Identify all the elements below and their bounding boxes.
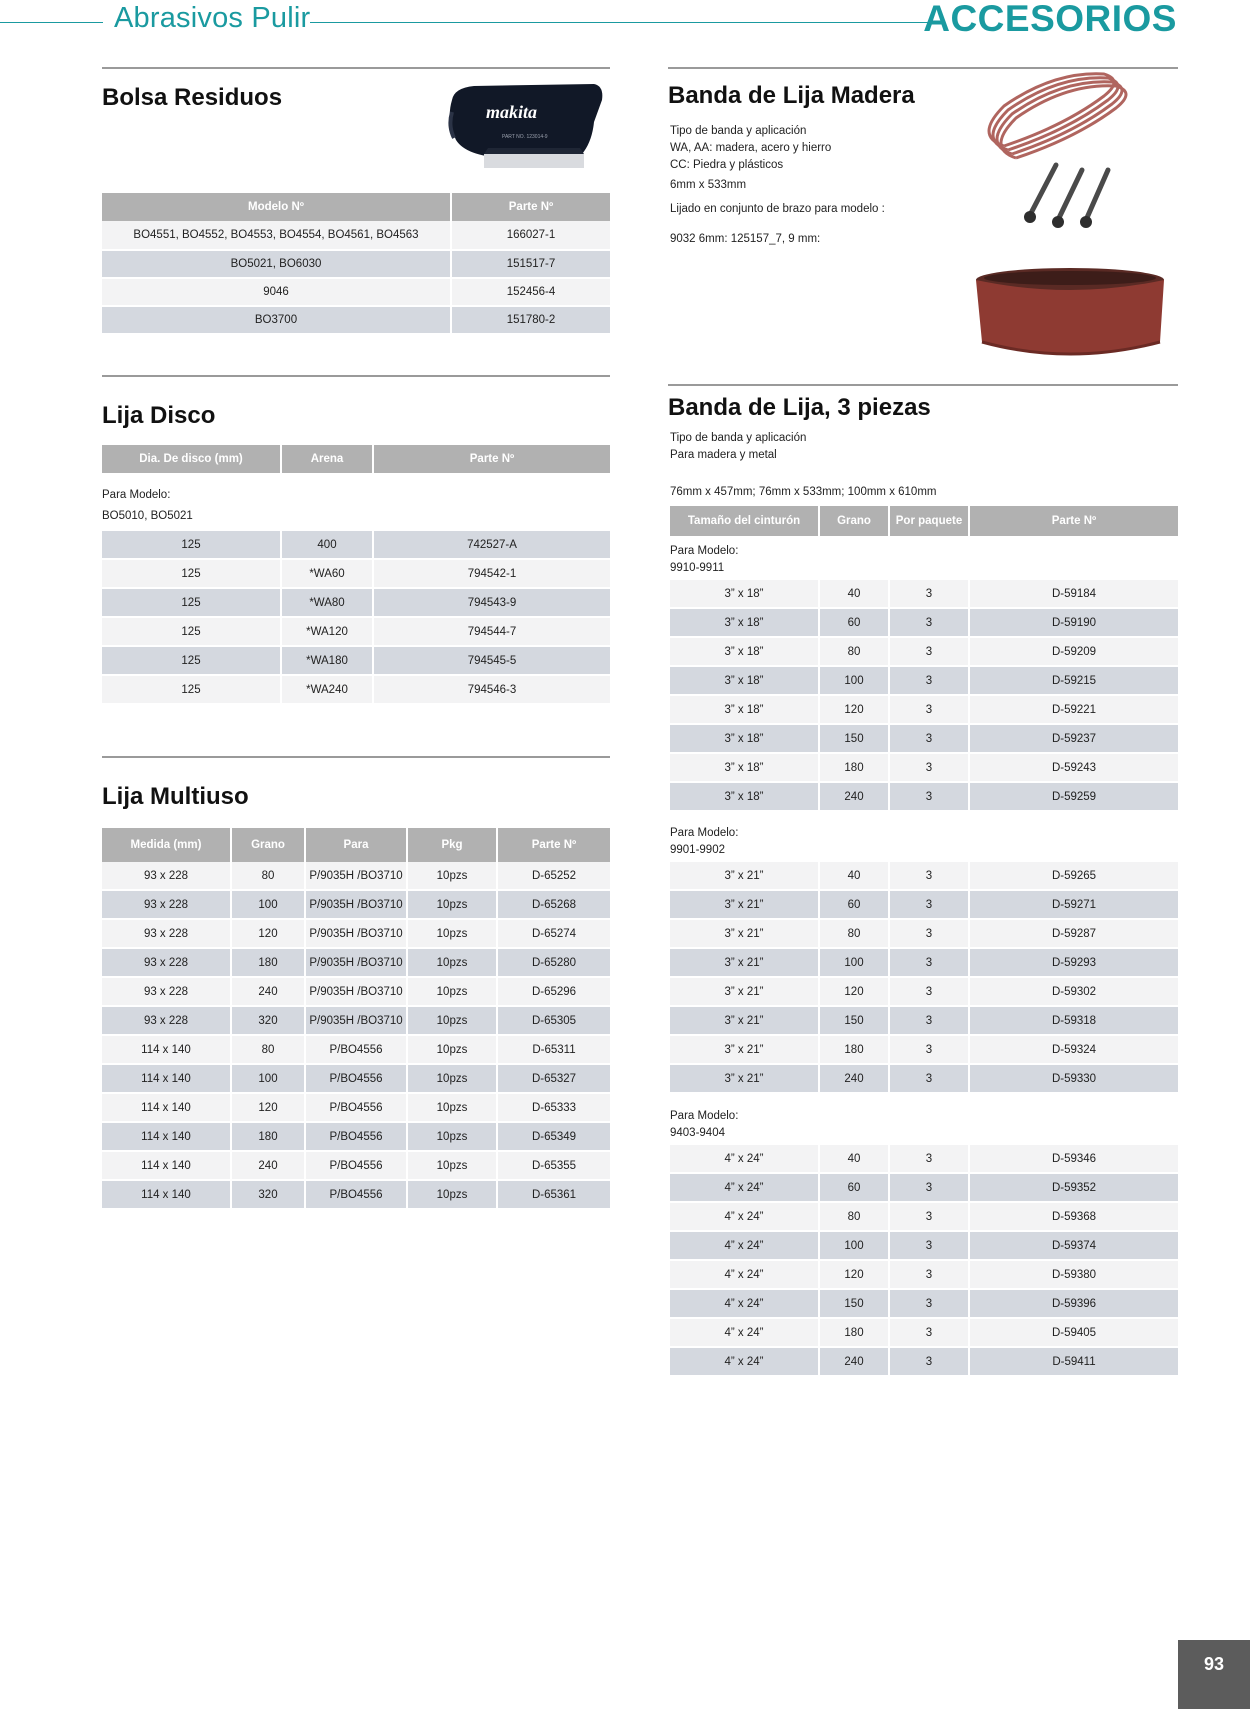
table-row	[670, 1145, 1178, 1174]
table-cell: 4” x 24”	[670, 1348, 820, 1377]
table-cell: 3	[890, 1348, 970, 1377]
table-cell: 114 x 140	[102, 1065, 232, 1094]
table-cell: 100	[820, 667, 890, 696]
table-row	[102, 1123, 610, 1152]
multiuso-table	[102, 828, 610, 1210]
table-row	[670, 1065, 1178, 1094]
table-cell: 40	[820, 862, 890, 891]
table-row	[102, 1181, 610, 1210]
narrow-belts-image	[958, 70, 1168, 250]
table-cell: D-59346	[970, 1145, 1178, 1174]
table-row	[670, 754, 1178, 783]
table-row: 125 400 742527-A	[102, 531, 610, 560]
table-row	[102, 1065, 610, 1094]
table-cell: 3	[890, 949, 970, 978]
table-row	[670, 1036, 1178, 1065]
table-cell: 120	[820, 1261, 890, 1290]
banda3-sizes: 76mm x 457mm; 76mm x 533mm; 100mm x 610mm	[670, 486, 937, 498]
table-cell: 4” x 24”	[670, 1232, 820, 1261]
table-cell: 3	[890, 1319, 970, 1348]
table-cell: P/9035H /BO3710	[306, 978, 408, 1007]
table-cell: P/BO4556	[306, 1065, 408, 1094]
table-cell: 100	[820, 1232, 890, 1261]
table-cell: D-59184	[970, 580, 1178, 609]
table-cell: 3	[890, 1232, 970, 1261]
table-cell: 93 x 228	[102, 978, 232, 1007]
table-cell: 240	[820, 1348, 890, 1377]
table-cell: 3	[890, 1290, 970, 1319]
dust-bag-image	[444, 82, 606, 174]
madera-size: 6mm x 533mm	[670, 179, 747, 191]
table-row: 9046 152456-4	[102, 279, 610, 307]
banda3-group1-models: 9910-9911	[670, 562, 725, 574]
multiuso-header-pkg: Pkg	[408, 828, 498, 862]
table-cell: 3” x 21”	[670, 1065, 820, 1094]
disco-models: BO5010, BO5021	[102, 510, 193, 522]
table-cell: 3” x 21”	[670, 862, 820, 891]
disco-title: Lija Disco	[102, 402, 216, 429]
table-cell: 3	[890, 920, 970, 949]
table-row: 125 *WA80 794543-9	[102, 589, 610, 618]
table-cell: 3	[890, 696, 970, 725]
banda3-group3-table	[670, 1145, 1178, 1377]
table-row	[670, 949, 1178, 978]
table-cell: 120	[820, 978, 890, 1007]
table-row	[670, 862, 1178, 891]
table-cell: 3” x 21”	[670, 891, 820, 920]
table-row	[670, 1007, 1178, 1036]
table-row: 125 *WA120 794544-7	[102, 618, 610, 647]
table-cell: 4” x 24”	[670, 1261, 820, 1290]
banda3-header-paquete: Por paquete	[890, 506, 970, 536]
table-row: 125 *WA180 794545-5	[102, 647, 610, 676]
dust-bag-brand: makita	[486, 102, 538, 122]
madera-rule	[668, 67, 1178, 69]
header-rule-center	[310, 22, 937, 23]
table-cell: D-65280	[498, 949, 610, 978]
dust-bag-label: PART NO. 123014-9	[502, 134, 548, 140]
table-cell: 100	[820, 949, 890, 978]
table-cell: 120	[820, 696, 890, 725]
table-cell: P/9035H /BO3710	[306, 1007, 408, 1036]
table-cell: 240	[820, 1065, 890, 1094]
table-row	[670, 920, 1178, 949]
table-cell: D-59318	[970, 1007, 1178, 1036]
banda3-group3-label: Para Modelo:	[670, 1110, 739, 1122]
table-cell: D-59221	[970, 696, 1178, 725]
table-cell: D-59271	[970, 891, 1178, 920]
table-row	[670, 667, 1178, 696]
section-title: Abrasivos Pulir	[114, 2, 311, 34]
table-cell: 3” x 18”	[670, 783, 820, 812]
table-cell: 80	[820, 920, 890, 949]
bolsa-title: Bolsa Residuos	[102, 84, 283, 111]
bolsa-header-parte: Parte Nº	[452, 193, 610, 221]
table-cell: 150	[820, 1007, 890, 1036]
table-cell: D-59190	[970, 609, 1178, 638]
table-cell: 3	[890, 667, 970, 696]
madera-note-1: Tipo de banda y aplicación	[670, 125, 807, 137]
table-cell: 3” x 18”	[670, 638, 820, 667]
table-row	[102, 978, 610, 1007]
disco-model-label: Para Modelo:	[102, 489, 171, 501]
table-cell: 80	[232, 862, 306, 891]
table-cell: 4” x 24”	[670, 1290, 820, 1319]
table-cell: D-59380	[970, 1261, 1178, 1290]
table-cell: P/9035H /BO3710	[306, 891, 408, 920]
table-row	[670, 1290, 1178, 1319]
table-cell: P/BO4556	[306, 1094, 408, 1123]
banda3-header-table	[670, 506, 1178, 536]
disco-header-arena: Arena	[282, 445, 374, 473]
banda3-header-tamano: Tamaño del cinturón	[670, 506, 820, 536]
category-title: ACCESORIOS	[923, 0, 1177, 39]
table-cell: 4” x 24”	[670, 1174, 820, 1203]
table-cell: 3	[890, 725, 970, 754]
multiuso-header-medida: Medida (mm)	[102, 828, 232, 862]
table-cell: 3	[890, 638, 970, 667]
table-cell: 4” x 24”	[670, 1145, 820, 1174]
table-cell: 120	[232, 920, 306, 949]
table-row	[670, 978, 1178, 1007]
table-cell: D-65327	[498, 1065, 610, 1094]
table-cell: 10pzs	[408, 978, 498, 1007]
table-cell: 3” x 18”	[670, 696, 820, 725]
table-cell: 93 x 228	[102, 920, 232, 949]
table-cell: 93 x 228	[102, 949, 232, 978]
table-cell: 3” x 21”	[670, 1007, 820, 1036]
table-cell: 3” x 21”	[670, 920, 820, 949]
table-cell: 3” x 18”	[670, 667, 820, 696]
table-cell: 180	[820, 1036, 890, 1065]
bolsa-rule	[102, 67, 610, 69]
table-row	[670, 891, 1178, 920]
table-row	[670, 638, 1178, 667]
header-rule-left	[0, 22, 103, 23]
table-cell: D-65252	[498, 862, 610, 891]
table-cell: 60	[820, 609, 890, 638]
table-row	[670, 1348, 1178, 1377]
table-cell: 3	[890, 783, 970, 812]
wide-belts-image	[968, 262, 1172, 364]
table-cell: 40	[820, 580, 890, 609]
table-row	[670, 1203, 1178, 1232]
table-row	[670, 609, 1178, 638]
table-cell: D-59405	[970, 1319, 1178, 1348]
table-row	[670, 580, 1178, 609]
table-cell: 40	[820, 1145, 890, 1174]
table-cell: D-59330	[970, 1065, 1178, 1094]
table-cell: 180	[820, 1319, 890, 1348]
table-row	[102, 949, 610, 978]
madera-title: Banda de Lija Madera	[668, 82, 915, 109]
table-cell: 4” x 24”	[670, 1319, 820, 1348]
table-row: BO5021, BO6030 151517-7	[102, 251, 610, 279]
table-cell: 3” x 18”	[670, 580, 820, 609]
page-number: 93	[1178, 1640, 1250, 1709]
table-cell: 240	[820, 783, 890, 812]
table-cell: D-59302	[970, 978, 1178, 1007]
table-cell: D-65349	[498, 1123, 610, 1152]
disco-header-table	[102, 445, 610, 473]
table-cell: 114 x 140	[102, 1094, 232, 1123]
banda3-note-2: Para madera y metal	[670, 449, 777, 461]
multiuso-header-para: Para	[306, 828, 408, 862]
table-cell: 180	[820, 754, 890, 783]
table-cell: D-65305	[498, 1007, 610, 1036]
bolsa-table	[102, 193, 610, 335]
table-cell: P/BO4556	[306, 1152, 408, 1181]
table-cell: D-59368	[970, 1203, 1178, 1232]
table-cell: 320	[232, 1181, 306, 1210]
table-cell: 10pzs	[408, 1007, 498, 1036]
table-cell: D-65311	[498, 1036, 610, 1065]
table-cell: 3	[890, 609, 970, 638]
table-cell: 320	[232, 1007, 306, 1036]
table-cell: D-59374	[970, 1232, 1178, 1261]
table-cell: 3	[890, 978, 970, 1007]
banda3-group2-table	[670, 862, 1178, 1094]
table-row	[102, 1094, 610, 1123]
table-row	[670, 1261, 1178, 1290]
table-row: BO3700 151780-2	[102, 307, 610, 335]
table-cell: 3	[890, 1007, 970, 1036]
table-cell: D-59352	[970, 1174, 1178, 1203]
table-cell: D-59396	[970, 1290, 1178, 1319]
banda3-header-grano: Grano	[820, 506, 890, 536]
table-row	[670, 1319, 1178, 1348]
table-cell: D-59287	[970, 920, 1178, 949]
table-cell: 120	[232, 1094, 306, 1123]
table-cell: D-59265	[970, 862, 1178, 891]
table-cell: D-65333	[498, 1094, 610, 1123]
table-cell: 240	[232, 978, 306, 1007]
table-cell: P/9035H /BO3710	[306, 862, 408, 891]
table-row: 125 *WA240 794546-3	[102, 676, 610, 705]
banda3-group3-models: 9403-9404	[670, 1127, 725, 1139]
table-row	[102, 891, 610, 920]
table-cell: 10pzs	[408, 949, 498, 978]
madera-arm-note: Lijado en conjunto de brazo para modelo :	[670, 203, 885, 215]
table-cell: 150	[820, 725, 890, 754]
table-cell: 180	[232, 1123, 306, 1152]
table-cell: 60	[820, 891, 890, 920]
table-cell: 3	[890, 1145, 970, 1174]
table-cell: 4” x 24”	[670, 1203, 820, 1232]
table-cell: 10pzs	[408, 891, 498, 920]
table-cell: 10pzs	[408, 1123, 498, 1152]
multiuso-header-parte: Parte Nº	[498, 828, 610, 862]
table-row	[670, 725, 1178, 754]
banda3-header-parte: Parte Nº	[970, 506, 1178, 536]
table-cell: 100	[232, 891, 306, 920]
table-cell: 3” x 21”	[670, 978, 820, 1007]
table-cell: 10pzs	[408, 1181, 498, 1210]
table-cell: D-65355	[498, 1152, 610, 1181]
table-cell: D-59293	[970, 949, 1178, 978]
madera-note-3: CC: Piedra y plásticos	[670, 159, 784, 171]
table-cell: D-59243	[970, 754, 1178, 783]
table-row	[102, 920, 610, 949]
table-cell: 114 x 140	[102, 1123, 232, 1152]
banda3-title: Banda de Lija, 3 piezas	[668, 394, 931, 421]
table-cell: P/BO4556	[306, 1123, 408, 1152]
table-cell: 240	[232, 1152, 306, 1181]
table-cell: 3” x 18”	[670, 754, 820, 783]
table-cell: D-65274	[498, 920, 610, 949]
table-cell: 10pzs	[408, 920, 498, 949]
table-cell: 80	[232, 1036, 306, 1065]
banda3-group2-models: 9901-9902	[670, 844, 725, 856]
table-row: 125 *WA60 794542-1	[102, 560, 610, 589]
banda3-group1-label: Para Modelo:	[670, 545, 739, 557]
table-cell: 3	[890, 754, 970, 783]
table-cell: 10pzs	[408, 1065, 498, 1094]
table-cell: 93 x 228	[102, 1007, 232, 1036]
madera-note-2: WA, AA: madera, acero y hierro	[670, 142, 832, 154]
multiuso-rule	[102, 756, 610, 758]
table-row: BO4551, BO4552, BO4553, BO4554, BO4561, BO4563 166027-1	[102, 221, 610, 251]
table-cell: 60	[820, 1174, 890, 1203]
disco-header-dia: Dia. De disco (mm)	[102, 445, 282, 473]
table-cell: D-59215	[970, 667, 1178, 696]
table-cell: 3	[890, 862, 970, 891]
table-cell: 10pzs	[408, 1094, 498, 1123]
multiuso-title: Lija Multiuso	[102, 783, 249, 810]
table-cell: D-59411	[970, 1348, 1178, 1377]
multiuso-header-grano: Grano	[232, 828, 306, 862]
table-cell: 80	[820, 1203, 890, 1232]
table-cell: 10pzs	[408, 1152, 498, 1181]
bolsa-header-modelo: Modelo Nº	[102, 193, 452, 221]
table-cell: D-59209	[970, 638, 1178, 667]
table-cell: 3	[890, 1174, 970, 1203]
table-cell: 100	[232, 1065, 306, 1094]
table-cell: P/9035H /BO3710	[306, 949, 408, 978]
table-cell: 80	[820, 638, 890, 667]
madera-model-note: 9032 6mm: 125157_7, 9 mm:	[670, 233, 821, 245]
table-row	[102, 862, 610, 891]
table-row	[670, 783, 1178, 812]
disco-table	[102, 531, 610, 705]
table-cell: D-65296	[498, 978, 610, 1007]
table-cell: P/BO4556	[306, 1181, 408, 1210]
table-cell: 180	[232, 949, 306, 978]
table-cell: 10pzs	[408, 862, 498, 891]
table-cell: 3” x 18”	[670, 609, 820, 638]
table-cell: 3	[890, 891, 970, 920]
banda3-note-1: Tipo de banda y aplicación	[670, 432, 807, 444]
banda3-group1-table	[670, 580, 1178, 812]
table-cell: 3” x 21”	[670, 949, 820, 978]
table-row	[670, 1232, 1178, 1261]
table-cell: 3	[890, 1203, 970, 1232]
table-row	[102, 1152, 610, 1181]
table-cell: D-65361	[498, 1181, 610, 1210]
table-cell: 114 x 140	[102, 1152, 232, 1181]
table-row	[102, 1007, 610, 1036]
table-row	[670, 1174, 1178, 1203]
table-cell: 3	[890, 580, 970, 609]
table-cell: D-65268	[498, 891, 610, 920]
table-row	[102, 1036, 610, 1065]
disco-rule	[102, 375, 610, 377]
table-cell: 93 x 228	[102, 862, 232, 891]
table-row	[670, 696, 1178, 725]
table-cell: 3	[890, 1065, 970, 1094]
table-cell: 3	[890, 1036, 970, 1065]
banda3-rule	[668, 384, 1178, 386]
table-cell: D-59324	[970, 1036, 1178, 1065]
table-cell: 3” x 18”	[670, 725, 820, 754]
table-cell: 10pzs	[408, 1036, 498, 1065]
table-cell: 3	[890, 1261, 970, 1290]
table-cell: 3” x 21”	[670, 1036, 820, 1065]
table-cell: 150	[820, 1290, 890, 1319]
table-cell: D-59259	[970, 783, 1178, 812]
table-cell: 93 x 228	[102, 891, 232, 920]
table-cell: 114 x 140	[102, 1181, 232, 1210]
table-cell: P/BO4556	[306, 1036, 408, 1065]
disco-header-parte: Parte Nº	[374, 445, 610, 473]
table-cell: D-59237	[970, 725, 1178, 754]
table-cell: P/9035H /BO3710	[306, 920, 408, 949]
banda3-group2-label: Para Modelo:	[670, 827, 739, 839]
table-cell: 114 x 140	[102, 1036, 232, 1065]
